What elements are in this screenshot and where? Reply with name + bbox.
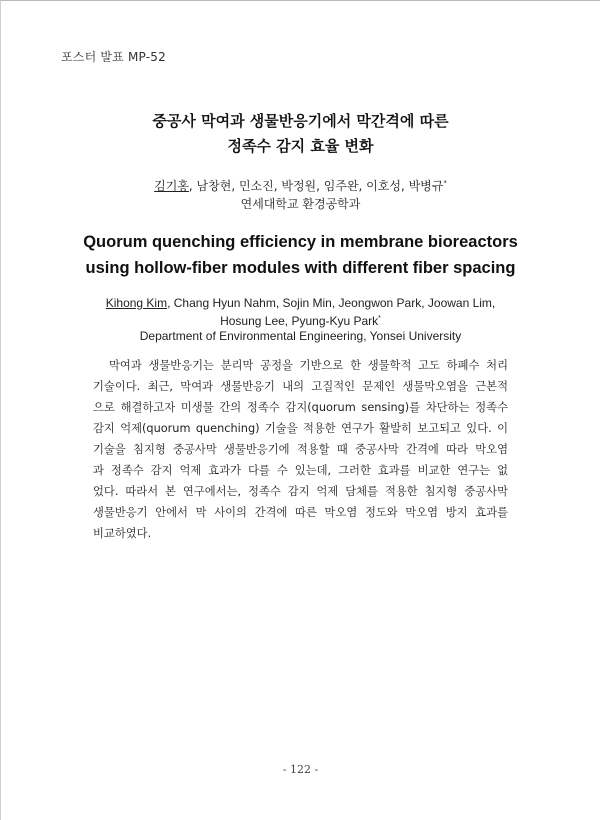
abstract-line: 으로 해결하고자 미생물 간의 정족수 감지(quorum sensing)를 차단하는 정족수 <box>93 401 508 414</box>
korean-coauthors: , 남창현, 민소진, 박정원, 임주완, 이호성, 박병규 <box>188 179 444 193</box>
abstract-line: 과 정족수 감지 억제 효과가 다를 수 있는데, 그러한 효과를 비교한 연구는 없 <box>93 464 508 477</box>
english-authors <box>1 294 600 330</box>
page-number: - 122 - <box>282 763 319 776</box>
korean-presenting-author: 김기홍 <box>154 179 189 193</box>
english-title <box>1 229 600 281</box>
english-affiliation: Department of Environmental Engineering, Yonsei University <box>139 329 462 343</box>
korean-corresponding-mark: * <box>443 179 447 187</box>
english-coauthors-line-2: Hosung Lee, Pyung-Kyu Park <box>220 314 379 328</box>
korean-title <box>1 109 600 159</box>
abstract-line: 막여과 생물반응기는 분리막 공정을 기반으로 한 생물학적 고도 하폐수 처리 <box>109 359 508 372</box>
english-presenting-author: Kihong Kim <box>105 296 168 310</box>
abstract-line: 감지 억제(quorum quenching) 기술을 적용한 연구가 활발히 보고되고 있다. 이 <box>93 422 508 435</box>
korean-affiliation: 연세대학교 환경공학과 <box>240 197 361 211</box>
abstract-line: 기술이다. 최근, 막여과 생물반응기 내의 고질적인 문제인 생물막오염을 근본적 <box>93 380 508 393</box>
english-corresponding-mark: * <box>378 315 381 322</box>
korean-title-line-2: 정족수 감지 효율 변화 <box>227 137 374 155</box>
english-title-line-1: Quorum quenching efficiency in membrane bioreactors <box>83 233 518 251</box>
abstract-line: 기술을 침지형 중공사막 생물반응기에 적용할 때 중공사막 간격에 따라 막오염 <box>93 443 508 456</box>
korean-title-line-1: 중공사 막여과 생물반응기에서 막간격에 따른 <box>152 112 449 130</box>
english-title-line-2: using hollow-fiber modules with different fiber spacing <box>85 259 516 277</box>
english-authors-line-1 <box>1 294 600 312</box>
abstract-line: 었다. 따라서 본 연구에서는, 정족수 감지 억제 담체를 적용한 침지형 중공사막 <box>93 485 508 498</box>
abstract-body <box>93 355 508 544</box>
korean-authors <box>1 177 600 195</box>
english-authors-line-2 <box>1 312 600 330</box>
english-coauthors-line-1: , Chang Hyun Nahm, Sojin Min, Jeongwon Park, Joowan Lim, <box>167 296 496 310</box>
abstract-line: 비교하였다. <box>93 527 152 540</box>
session-label: 포스터 발표 MP-52 <box>61 50 166 64</box>
abstract-line: 생물반응기 안에서 막 사이의 간격에 따른 막오염 정도와 막오염 방지 효과를 <box>93 506 508 519</box>
